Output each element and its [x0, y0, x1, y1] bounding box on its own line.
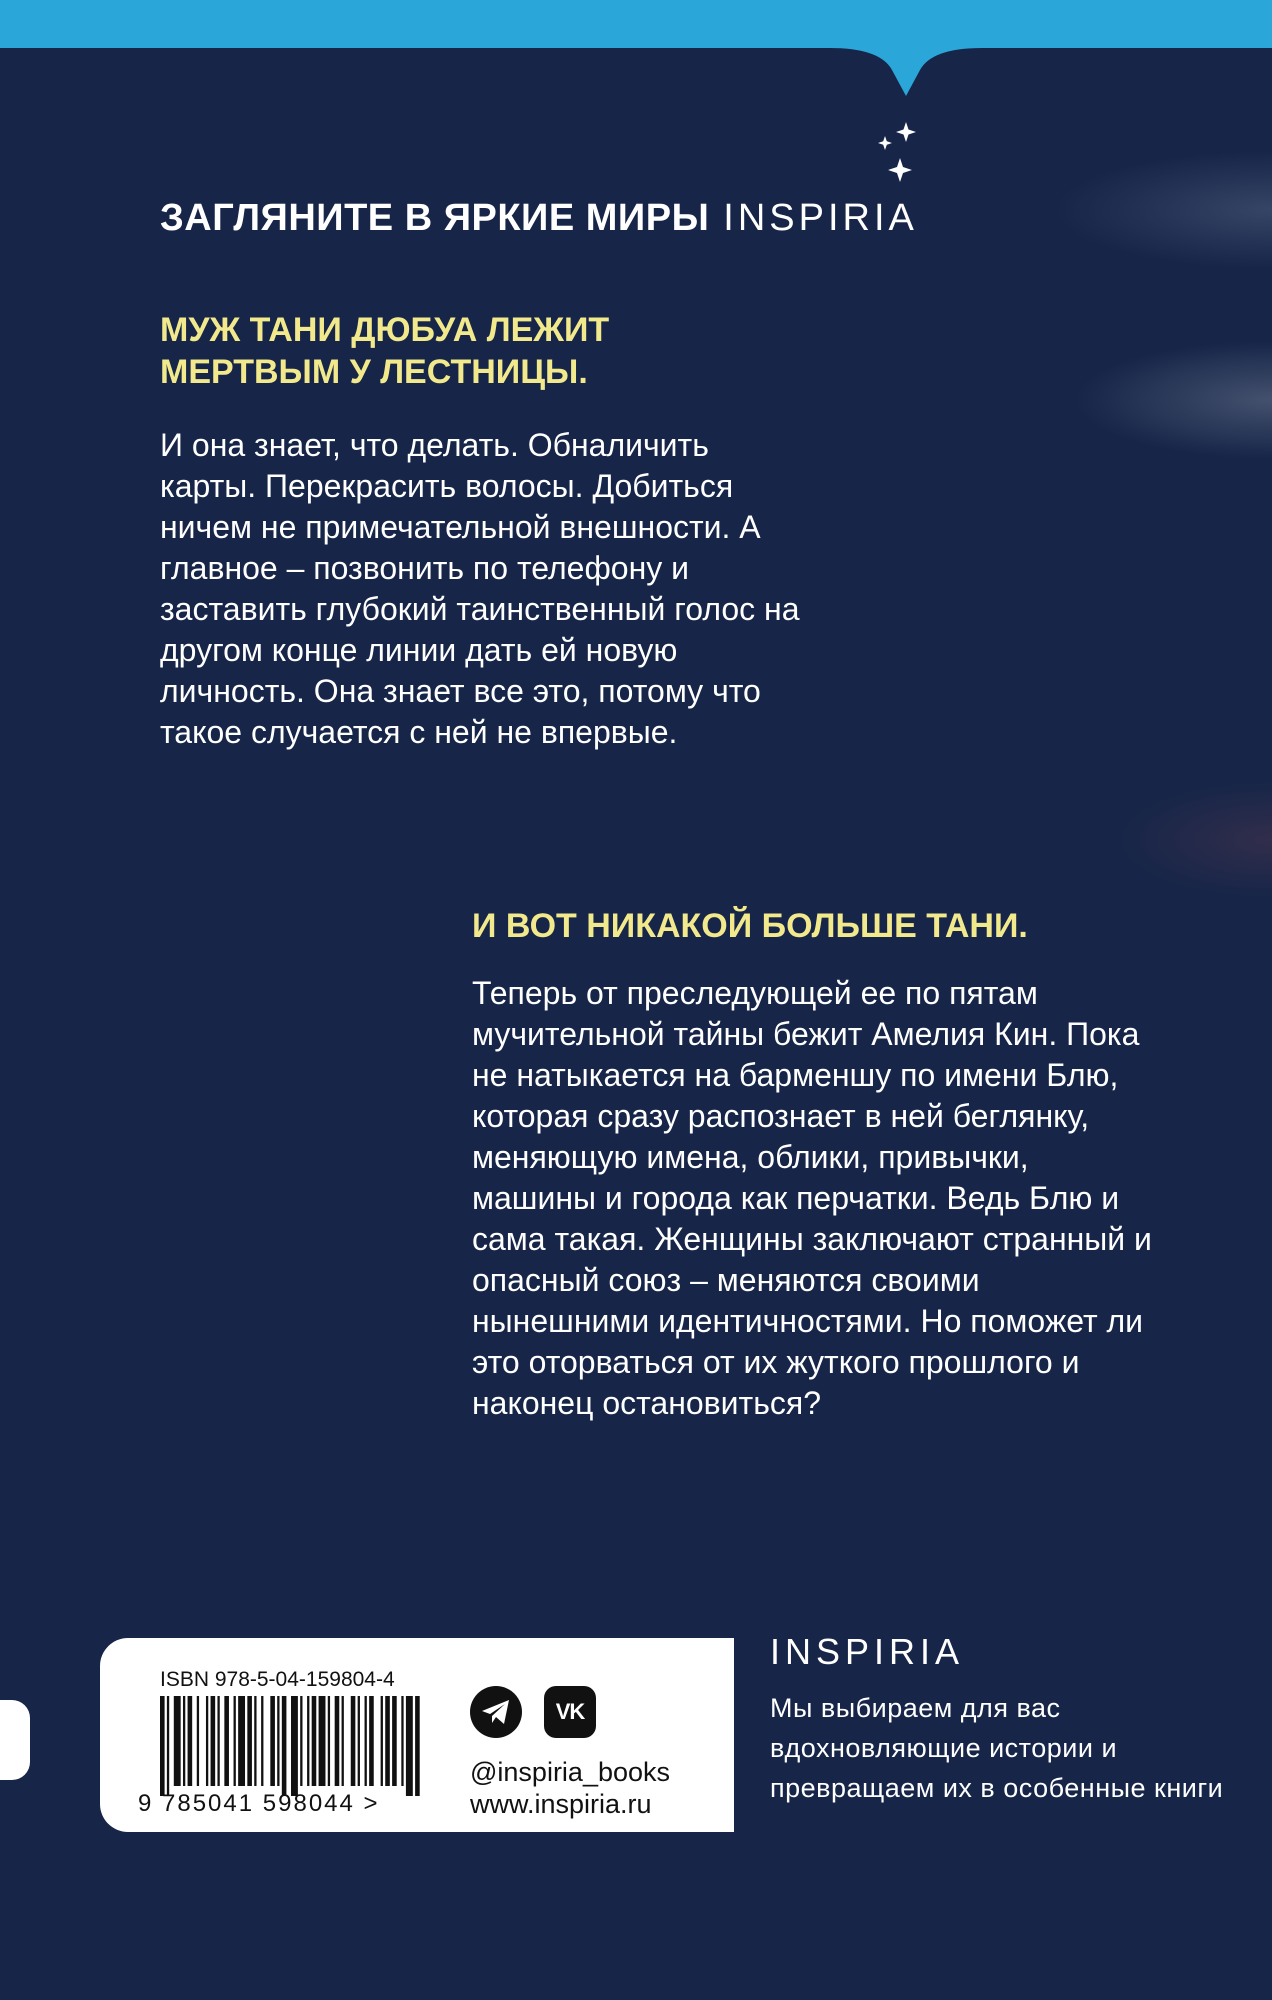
- barcode-bar: [217, 1696, 219, 1786]
- publisher-name: INSPIRIA: [770, 1631, 965, 1672]
- social-icons: [470, 1686, 596, 1738]
- barcode-bar: [415, 1696, 420, 1796]
- barcode-digits: 9 785041 598044 >: [138, 1790, 380, 1817]
- barcode-bar: [319, 1696, 326, 1786]
- barcode-bar: [211, 1696, 216, 1786]
- barcode-bar: [254, 1696, 256, 1786]
- social-handle[interactable]: @inspiria_books: [470, 1757, 671, 1787]
- barcode-bar: [167, 1696, 169, 1796]
- barcode-bar: [183, 1696, 185, 1786]
- barcode-bar: [342, 1696, 344, 1786]
- barcode-graphic: [160, 1696, 422, 1796]
- vk-mark: VK: [555, 1699, 585, 1724]
- barcode-bar: [238, 1696, 245, 1786]
- background-light-glow: [1052, 150, 1272, 270]
- synopsis-paragraph-first: И она знает, что делать. Обналичить карты. Перекрасить волосы. Добиться ничем не примечательной внешности. А главное – позвонить по телефону и заставить глубокий таинственный голос на другом конце линии дать ей новую личность. Она знает все это, потому что такое случается с ней не впервые.: [160, 427, 800, 750]
- barcode-bar: [312, 1696, 317, 1786]
- headline-first: МУЖ ТАНИ ДЮБУА ЛЕЖИТ МЕРТВЫМ У ЛЕСТНИЦЫ.: [160, 311, 610, 391]
- series-tagline: [160, 194, 918, 242]
- telegram-icon[interactable]: [470, 1686, 522, 1738]
- isbn-label: ISBN 978-5-04-159804-4: [160, 1668, 395, 1691]
- barcode-bar: [197, 1696, 199, 1786]
- website-link[interactable]: www.inspiria.ru: [470, 1789, 652, 1819]
- tagline-brand: INSPIRIA: [723, 197, 918, 239]
- background-light-glow: [1112, 780, 1272, 900]
- barcode-bar: [369, 1696, 374, 1786]
- publisher-block: [770, 1630, 1250, 1808]
- sparkle-stars-icon: [876, 122, 916, 188]
- barcode-bar: [261, 1696, 263, 1786]
- barcode-bar: [206, 1696, 208, 1786]
- top-notch-decoration: [0, 0, 1272, 110]
- barcode-bar: [247, 1696, 252, 1786]
- barcode-bar: [365, 1696, 367, 1786]
- background-light-glow: [1072, 340, 1272, 460]
- barcode-bar: [385, 1696, 390, 1786]
- barcode-panel: [100, 1638, 734, 1832]
- barcode-bar: [291, 1696, 298, 1796]
- vk-icon[interactable]: [544, 1686, 596, 1738]
- tagline-text: ЗАГЛЯНИТЕ В ЯРКИЕ МИРЫ: [160, 197, 710, 239]
- left-edge-tab: [0, 1700, 30, 1780]
- barcode-bar: [188, 1696, 193, 1786]
- barcode-bar: [160, 1696, 165, 1796]
- barcode-bar: [358, 1696, 360, 1786]
- barcode-bar: [401, 1696, 403, 1786]
- synopsis-paragraph-second: Теперь от преследующей ее по пятам мучительной тайны бежит Амелия Кин. Пока не натыкается на барменшу по имени Блю, которая сразу распознает в ней беглянку, меняющую имена, облики, привычки, машины и города как перчатки. Ведь Блю и сама такая. Женщины заключают странный и опасный союз – меняются своими нынешними идентичностями. Но поможет ли это оторваться от их жуткого прошлого и наконец остановиться?: [472, 975, 1152, 1421]
- barcode-bar: [270, 1696, 275, 1786]
- barcode-bar: [406, 1696, 413, 1796]
- publisher-blurb: Мы выбираем для вас вдохновляющие истории и превращаем их в особенные книги: [770, 1693, 1224, 1803]
- barcode-bar: [174, 1696, 181, 1786]
- barcode-bar: [392, 1696, 397, 1786]
- barcode-bar: [307, 1696, 309, 1786]
- barcode-bar: [282, 1696, 287, 1796]
- barcode-bar: [351, 1696, 356, 1786]
- barcode-bar: [234, 1696, 236, 1786]
- barcode-bar: [300, 1696, 302, 1786]
- barcode-bar: [328, 1696, 330, 1786]
- barcode-bar: [335, 1696, 340, 1786]
- barcode-bar: [277, 1696, 279, 1786]
- barcode-bar: [381, 1696, 383, 1786]
- headline-second: И ВОТ НИКАКОЙ БОЛЬШЕ ТАНИ.: [472, 907, 1028, 945]
- barcode-bar: [224, 1696, 229, 1786]
